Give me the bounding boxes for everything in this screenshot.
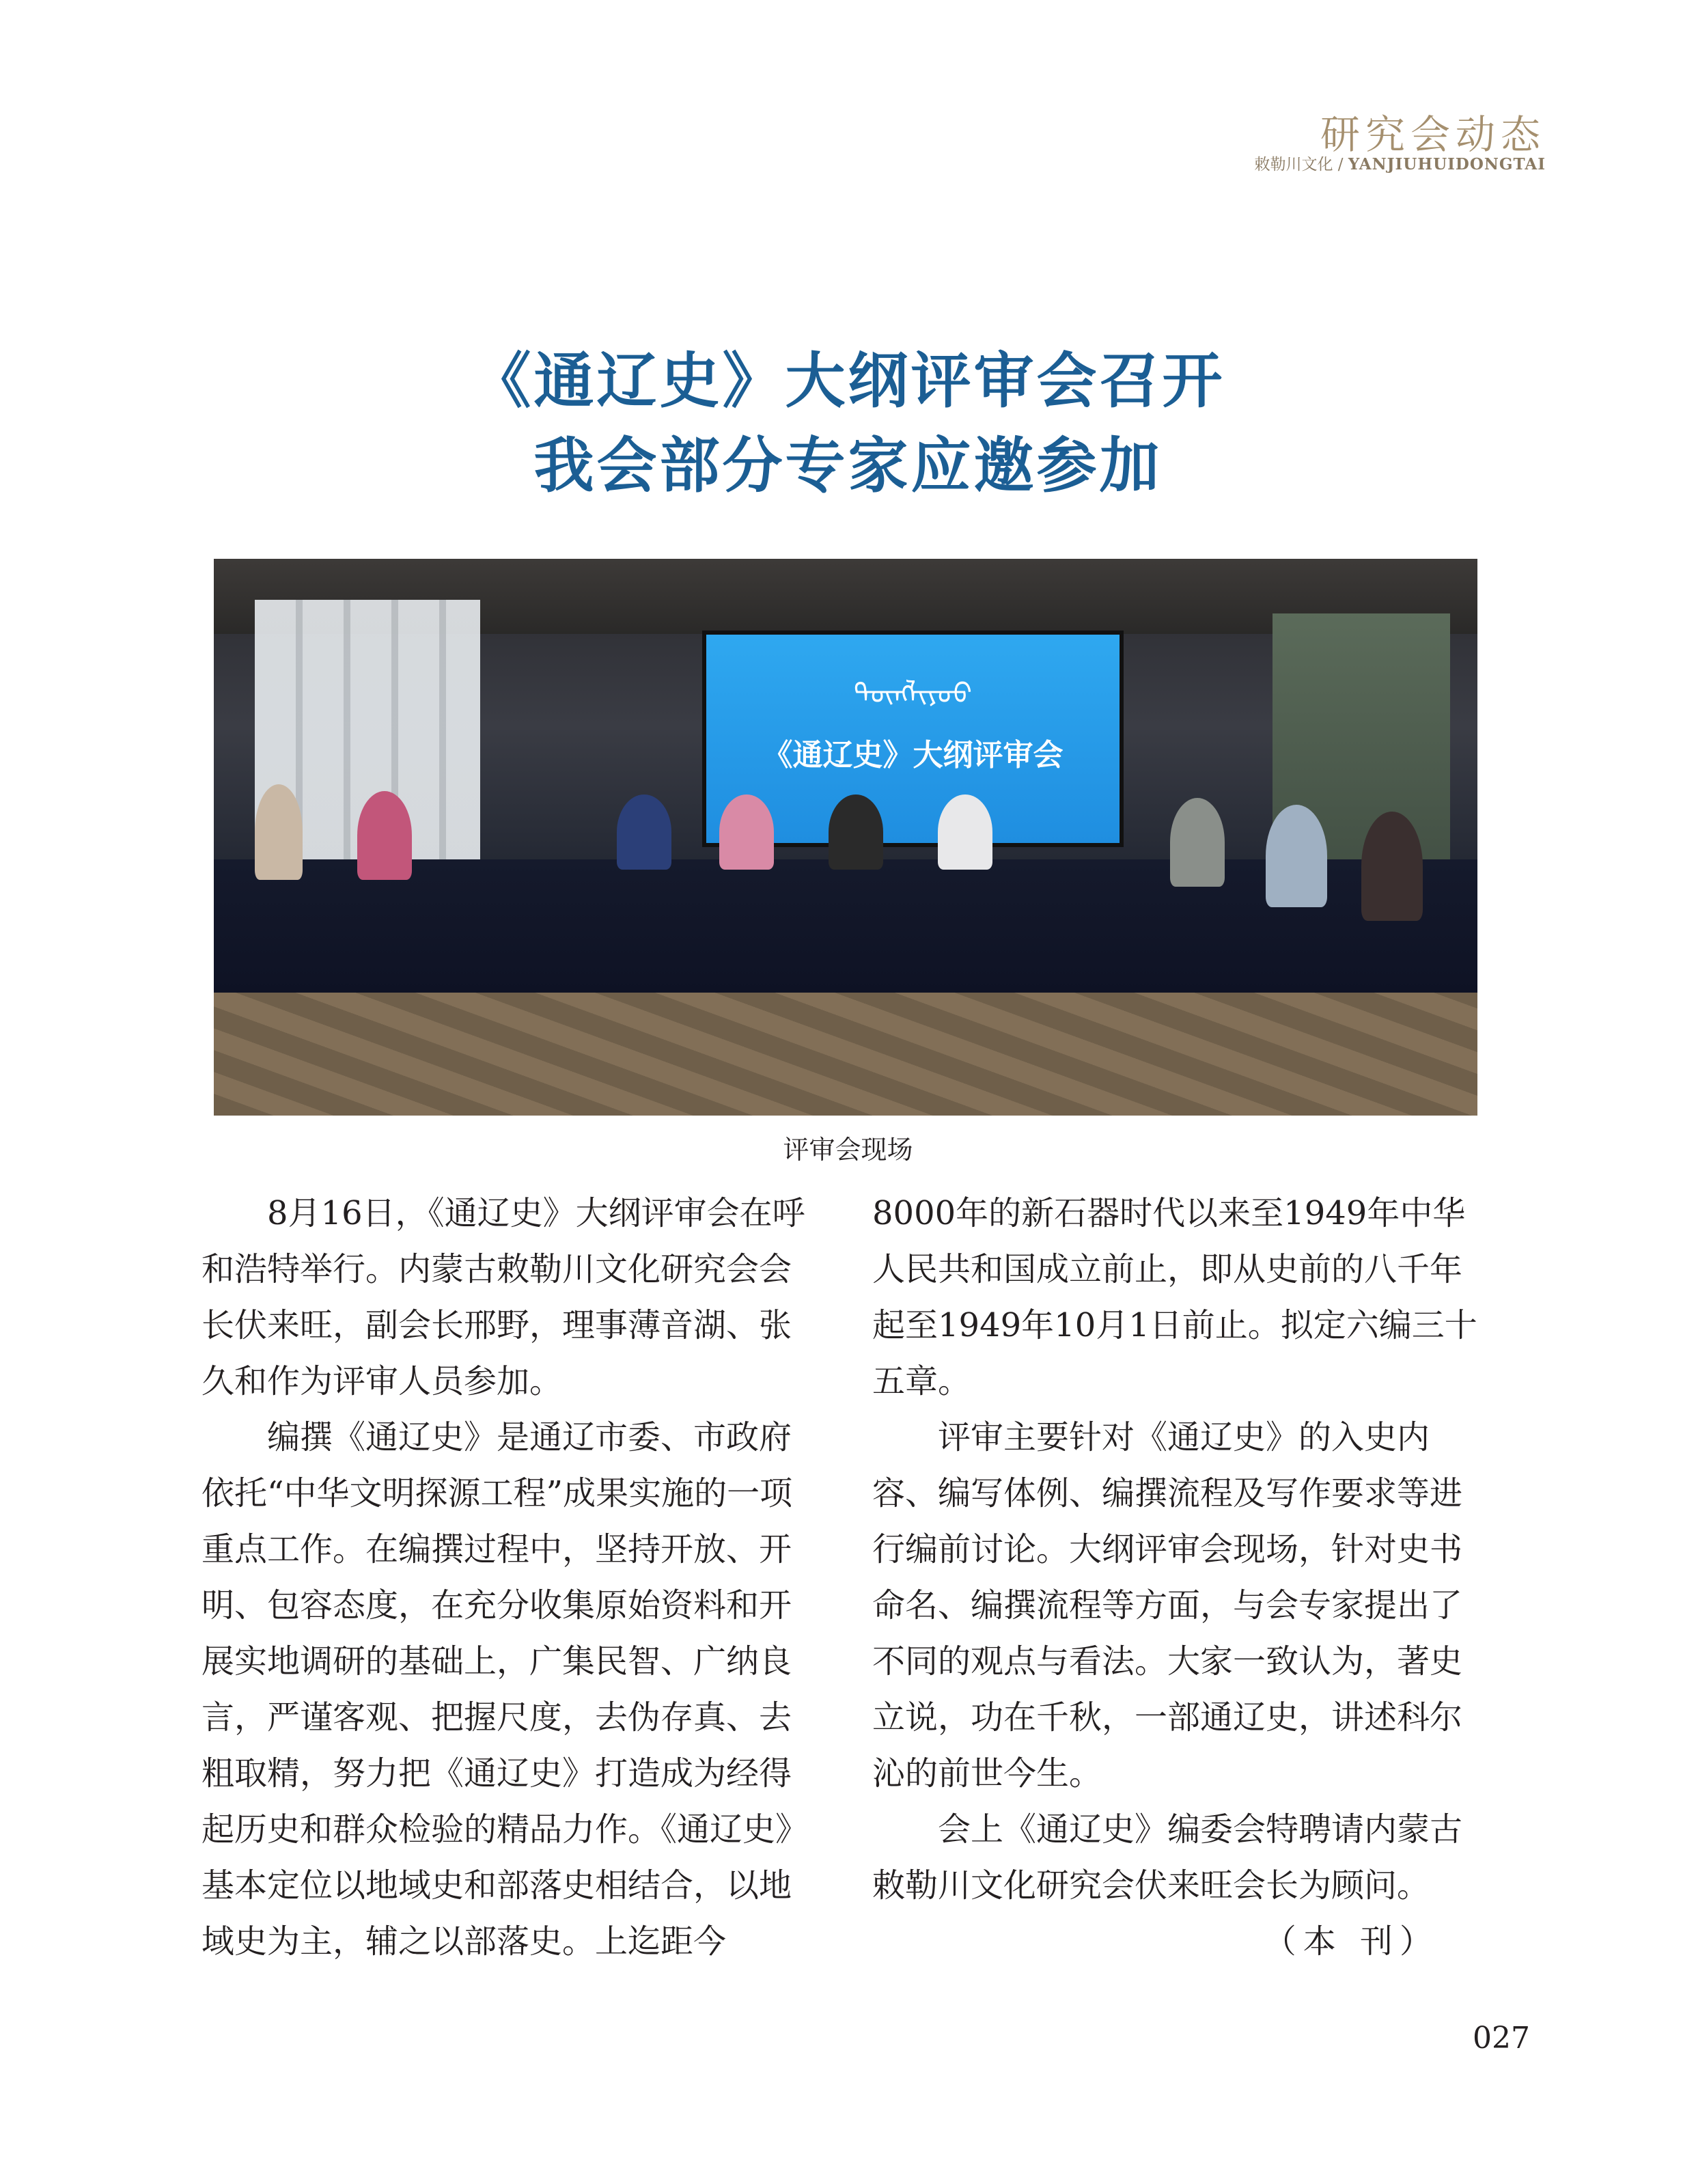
- header-separator: /: [1337, 156, 1344, 174]
- photo-person: [255, 784, 303, 880]
- photo-person: [1266, 805, 1327, 907]
- paragraph: 编撰《通辽史》是通辽市委、市政府依托“中华文明探源工程”成果实施的一项重点工作。在编撰过程中，坚持开放、开明、包容态度，在充分收集原始资料和开展实地调研的基础上，广集民智、广纳良言，严谨客观、把握尺度，去伪存真、去粗取精，努力把《通辽史》打造成为经得起历史和群众检验的精品力作。《通辽史》基本定位以地域史和部落史相结合，以地域史为主，辅之以部落史。上迄距今: [201, 1418, 809, 1961]
- photo-person: [719, 794, 774, 870]
- photo-person: [1361, 812, 1423, 921]
- screen-mongolian-script: ᠲᠦᠩᠯᠢᠶᠣᠤ: [854, 678, 972, 710]
- article-title-line-2: 我会部分专家应邀参加: [533, 430, 1163, 501]
- article-title-line-1: 《通辽史》大纲评审会召开: [471, 346, 1225, 416]
- photo-person: [938, 794, 992, 870]
- page-number: 027: [1473, 2021, 1530, 2056]
- meeting-photo: [214, 559, 1477, 1116]
- screen-slogan: 《通辽史》大纲评审会: [762, 738, 1064, 773]
- photo-caption: 评审会现场: [783, 1135, 913, 1165]
- section-header-title: 研究会动态: [1320, 111, 1546, 158]
- left-column: [201, 1185, 816, 1969]
- photo-person: [617, 794, 671, 870]
- magazine-name: 敕勒川文化: [1254, 156, 1333, 174]
- photo-person: [357, 791, 412, 880]
- photo-floor: [214, 993, 1477, 1116]
- photo-person: [829, 794, 883, 870]
- paragraph: 会上《通辽史》编委会特聘请内蒙古敕勒川文化研究会伏来旺会长为顾问。: [872, 1810, 1463, 1905]
- right-column: [872, 1185, 1487, 1969]
- section-header-subtitle: [1254, 152, 1546, 174]
- section-pinyin: YANJIUHUIDONGTAI: [1348, 155, 1546, 174]
- author-signature: （本 刊）: [1263, 1922, 1439, 1961]
- photo-person: [1170, 798, 1225, 887]
- paragraph: 评审主要针对《通辽史》的入史内容、编写体例、编撰流程及写作要求等进行编前讨论。大纲评审会现场，针对史书命名、编撰流程等方面，与会专家提出了不同的观点与看法。大家一致认为，著史立说，功在千秋，一部通辽史，讲述科尔沁的前世今生。: [872, 1418, 1463, 1793]
- paragraph: 8000年的新石器时代以来至1949年中华人民共和国成立前止，即从史前的八千年起至1949年10月1日前止。拟定六编三十五章。: [872, 1194, 1477, 1400]
- paragraph: 8月16日，《通辽史》大纲评审会在呼和浩特举行。内蒙古敕勒川文化研究会会长伏来旺，副会长邢野，理事薄音湖、张久和作为评审人员参加。: [201, 1194, 805, 1400]
